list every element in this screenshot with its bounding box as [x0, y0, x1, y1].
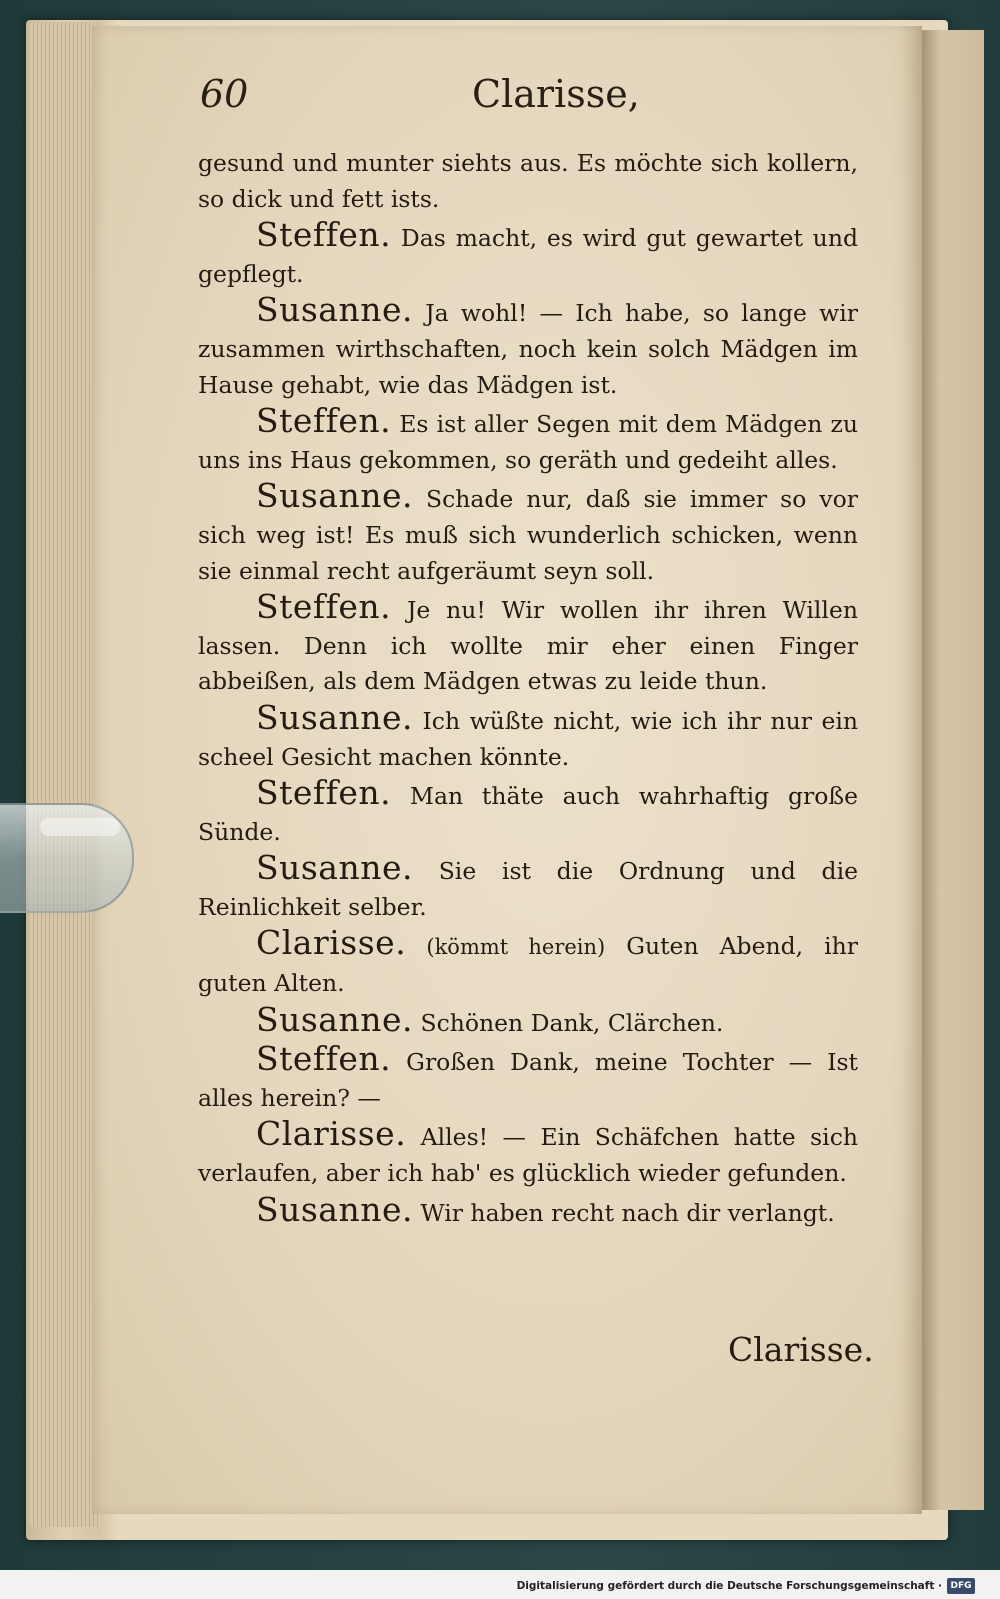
dialogue-line — [198, 292, 858, 403]
dialogue-line — [198, 478, 858, 589]
facing-page-edge — [922, 30, 984, 1510]
dialogue-line — [198, 589, 858, 700]
dialogue-text — [198, 142, 858, 1231]
speaker-name: Clarisse. — [256, 1114, 407, 1154]
line-text: Ja wohl! — Ich habe, so lange wir zusammen wirthschaften, noch kein solch Mädgen im Hause gehabt, wie das Mädgen ist. — [198, 299, 858, 399]
dialogue-line — [198, 925, 858, 1001]
dialogue-line — [198, 850, 858, 925]
dialogue-line — [198, 1116, 858, 1191]
dialogue-line — [198, 999, 858, 1042]
speaker-name: Steffen. — [256, 1039, 392, 1079]
speaker-name: Steffen. — [256, 401, 392, 441]
page-clip-highlight — [40, 818, 120, 836]
line-text: Ich wüßte nicht, wie ich ihr nur ein scheel Gesicht machen könnte. — [198, 706, 858, 771]
dialogue-line — [198, 403, 858, 478]
page-header — [200, 72, 850, 122]
funding-credit: Digitalisierung gefördert durch die Deutsche Forschungsgemeinschaft · — [516, 1580, 942, 1592]
speaker-name: Susanne. — [256, 1189, 413, 1229]
line-text: Großen Dank, meine Tochter — Ist alles herein? — — [198, 1048, 858, 1112]
line-text: Je nu! Wir wollen ihr ihren Willen lassen. Denn ich wollte mir eher einen Finger abbeißen, als dem Mädgen etwas zu leide thun. — [198, 596, 858, 696]
speaker-name: Susanne. — [256, 290, 413, 330]
line-text: Schade nur, daß sie immer so vor sich weg ist! Es muß sich wunderlich schicken, wenn sie einmal recht aufgeräumt seyn soll. — [198, 485, 858, 585]
line-text: Guten Abend, ihr guten Alten. — [198, 932, 858, 998]
page-number: 60 — [200, 72, 249, 116]
line-text: gesund und munter siehts aus. Es möchte sich kollern, so dick und fett ists. — [198, 149, 858, 213]
dialogue-line — [198, 775, 858, 850]
speaker-name: Steffen. — [256, 587, 392, 627]
speaker-name: Clarisse. — [256, 923, 407, 963]
line-text: Es ist aller Segen mit dem Mädgen zu uns ins Haus gekommen, so geräth und gedeiht alles. — [198, 410, 858, 474]
speaker-name: Susanne. — [256, 476, 413, 516]
page-edges — [30, 22, 100, 1527]
line-text: Wir haben recht nach dir verlangt. — [413, 1198, 835, 1227]
catchword: Clarisse. — [728, 1330, 874, 1369]
line-text: Schönen Dank, Clärchen. — [413, 1008, 724, 1037]
dialogue-line — [198, 142, 858, 217]
running-title: Clarisse, — [472, 72, 640, 116]
speaker-name: Susanne. — [256, 999, 413, 1039]
speaker-name: Susanne. — [256, 848, 413, 888]
speaker-name: Steffen. — [256, 773, 392, 813]
dfg-logo-icon: DFG — [947, 1578, 975, 1594]
speaker-name: Steffen. — [256, 215, 392, 255]
stage-direction: (kömmt herein) — [406, 935, 606, 960]
line-text: Man thäte auch wahrhaftig große Sünde. — [198, 782, 858, 846]
dialogue-line — [198, 697, 858, 775]
dialogue-line — [198, 1041, 858, 1116]
line-text: Das macht, es wird gut gewartet und gepflegt. — [198, 224, 858, 288]
line-text: Sie ist die Ordnung und die Reinlichkeit selber. — [198, 857, 858, 921]
dialogue-line — [198, 217, 858, 292]
dialogue-line — [198, 1189, 858, 1232]
speaker-name: Susanne. — [256, 697, 413, 737]
line-text: Alles! — Ein Schäfchen hatte sich verlaufen, aber ich hab' es glücklich wieder gefunden. — [198, 1123, 858, 1188]
